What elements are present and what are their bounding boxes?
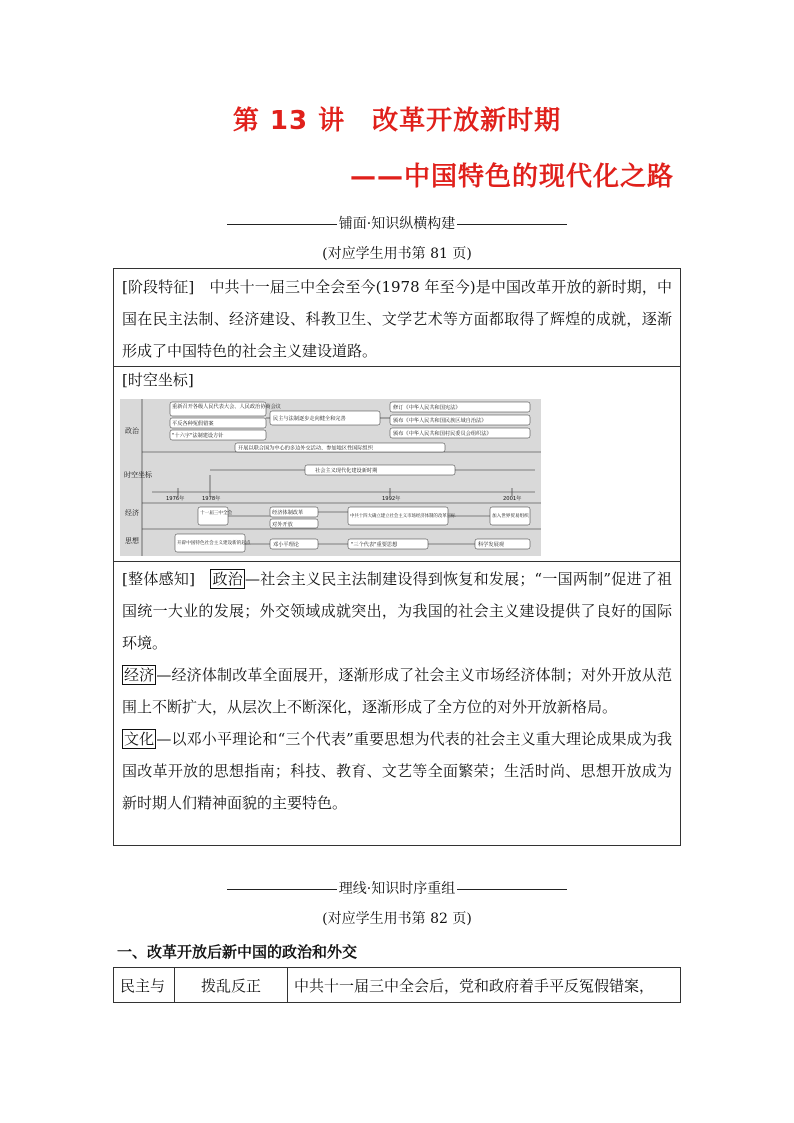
stage-feature-box	[113, 268, 681, 367]
row-label-coord: 时空坐标	[124, 471, 152, 479]
timeline-year: 1992年	[382, 496, 401, 502]
page-reference-1: (对应学生用书第 81 页)	[322, 246, 472, 262]
politics-item-1: 重新召开各级人民代表大会、人民政治协商会议	[172, 404, 281, 410]
page-subtitle: ——中国特色的现代化之路	[349, 162, 674, 192]
page-reference-2: (对应学生用书第 82 页)	[322, 911, 472, 927]
divider	[227, 224, 337, 225]
table-cell: 拨乱反正	[175, 968, 288, 1003]
politics-item-3: "十六字"法制建设方针	[172, 433, 224, 439]
stage-feature-label: [阶段特征]	[122, 278, 195, 296]
politics-law-3: 颁布《中华人民共和国村民委员会组织法》	[393, 431, 492, 437]
overall-culture-paragraph	[114, 723, 680, 819]
timeline-diagram	[120, 399, 541, 556]
section-heading-1: 铺面·知识纵横构建	[0, 213, 794, 233]
part-heading: 一、改革开放后新中国的政治和外交	[117, 943, 358, 961]
row-label-economy: 经济	[125, 509, 139, 517]
timeline-year: 1976年	[166, 496, 185, 502]
politics-tag: 政治	[212, 570, 243, 588]
overall-economy-paragraph	[114, 659, 680, 723]
overall-politics-paragraph	[114, 563, 680, 659]
stage-feature-paragraph	[114, 271, 680, 367]
culture-text: —以邓小平理论和“三个代表”重要思想为代表的社会主义重大理论成果成为我国改革开放的思想指南；科技、教育、文艺等全面繁荣；生活时尚、思想开放成为新时期人们精神面貌的主要特色。	[122, 730, 672, 812]
table-cell: 民主与	[114, 968, 175, 1003]
coordinate-label: [时空坐标]	[122, 371, 194, 389]
economy-item-3: 对外开放	[272, 522, 293, 528]
politics-law-1: 修订《中华人民共和国宪法》	[393, 405, 461, 411]
diplomacy-text: 开展以联合国为中心的多边外交活动、参加地区性国际组织	[238, 445, 373, 452]
thought-item-3: "三个代表"重要思想	[351, 542, 398, 548]
culture-tag: 文化	[124, 730, 155, 748]
politics-mid: 民主与法制逐步走向健全和完善	[273, 416, 346, 422]
stage-feature-text: 中共十一届三中全会至今(1978 年至今)是中国改革开放的新时期，中国在民主法制、经济建设、科教卫生、文学艺术等方面都取得了辉煌的成就，逐渐形成了中国特色的社会主义建设道路。	[122, 278, 672, 360]
section-heading-2: 理线·知识时序重组	[0, 878, 794, 898]
thought-item-1: 开辟中国特色社会主义建设新的起点	[177, 541, 251, 546]
thought-item-2: 邓小平理论	[273, 542, 299, 548]
page-title: 第 13 讲 改革开放新时期	[232, 106, 562, 136]
timeline-band: 社会主义现代化建设新时期	[315, 468, 378, 474]
divider	[457, 224, 567, 225]
row-label-thought: 思想	[125, 537, 139, 545]
economy-item-4: 中共十四大确立建立社会主义市场经济体制的改革目标	[350, 514, 456, 519]
timeline-year: 1978年	[202, 496, 221, 502]
economy-item-1: 十一届三中全会	[200, 511, 233, 516]
economy-tag: 经济	[124, 666, 155, 684]
thought-item-4: 科学发展观	[478, 542, 504, 548]
timeline-year: 2001年	[503, 496, 522, 502]
politics-text: —社会主义民主法制建设得到恢复和发展；“一国两制”促进了祖国统一大业的发展；外交领域成就突出，为我国的社会主义建设提供了良好的国际环境。	[122, 570, 672, 652]
economy-item-2: 经济体制改革	[272, 510, 304, 516]
economy-item-5: 加入世界贸易组织	[492, 514, 529, 519]
politics-item-2: 平反各种冤假错案	[172, 421, 214, 427]
divider	[227, 889, 337, 890]
politics-law-2: 颁布《中华人民共和国民族区域自治法》	[393, 418, 487, 424]
row-label-politics: 政治	[125, 427, 139, 435]
table-cell: 中共十一届三中全会后，党和政府着手平反冤假错案，	[288, 968, 681, 1003]
divider	[457, 889, 567, 890]
table-row	[114, 968, 681, 1003]
politics-table	[113, 967, 681, 1003]
overall-box	[113, 561, 681, 846]
economy-text: —经济体制改革全面展开，逐渐形成了社会主义市场经济体制；对外开放从范围上不断扩大，从层次上不断深化，逐渐形成了全方位的对外开放新格局。	[122, 666, 672, 716]
overall-label: [整体感知]	[122, 570, 195, 588]
